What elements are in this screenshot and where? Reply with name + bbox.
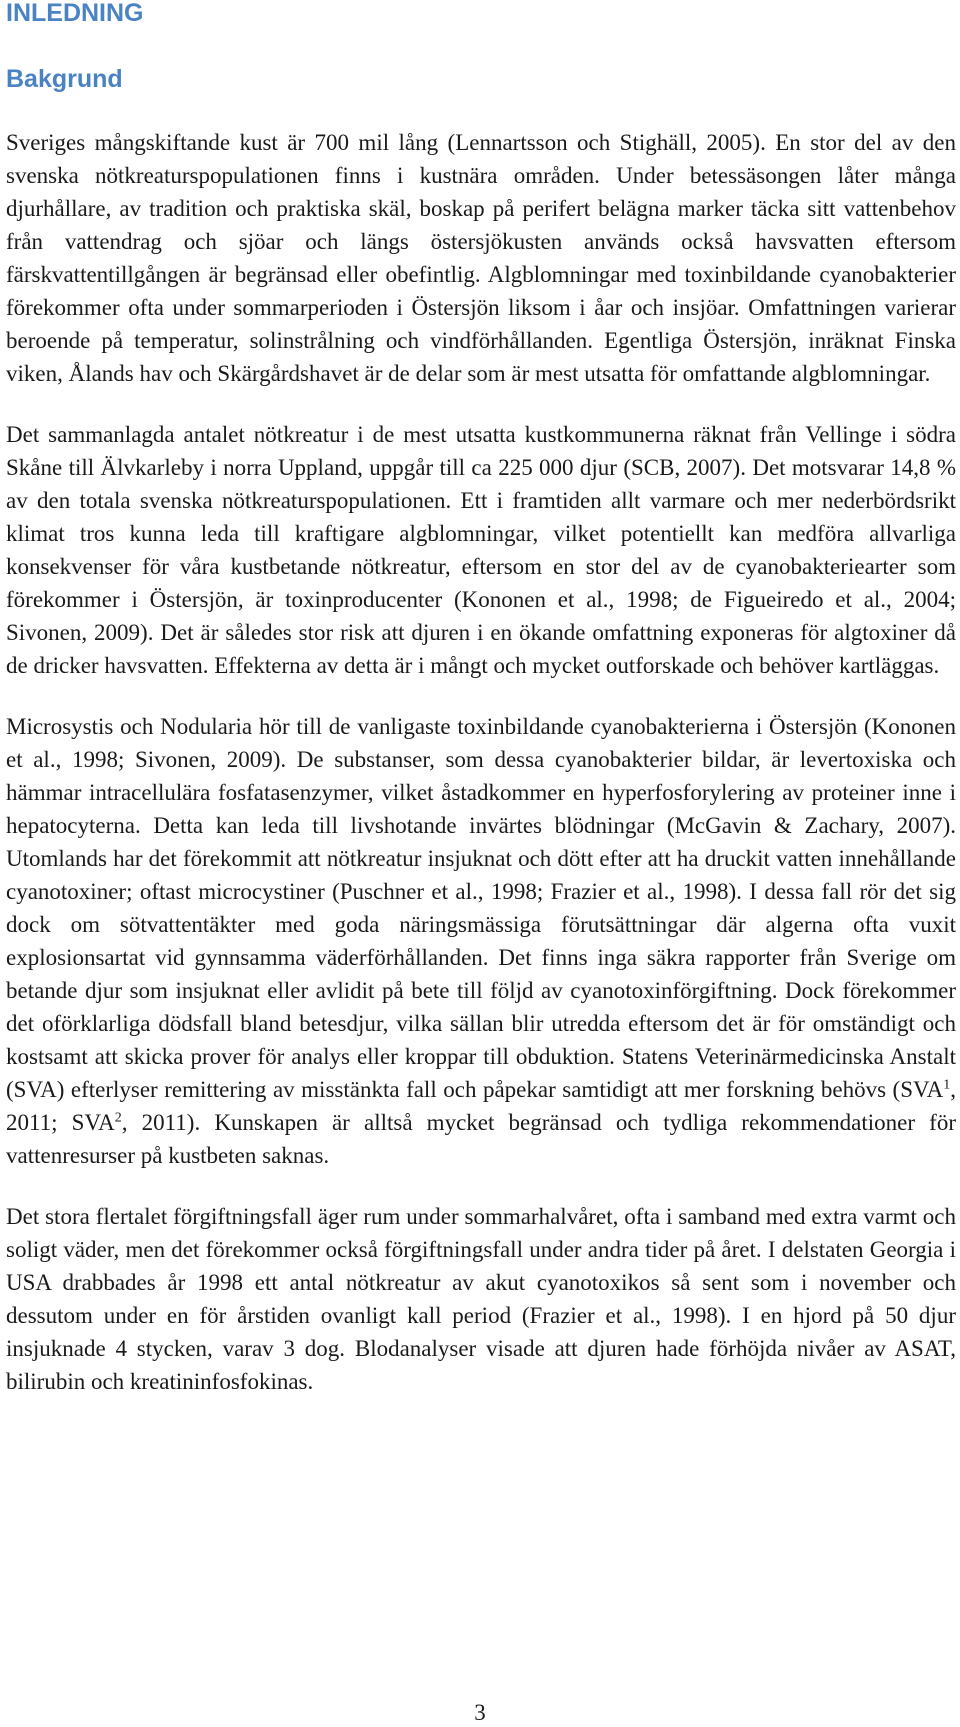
footnote-marker-2: 2 [114,1110,122,1126]
paragraph-1: Sveriges mångskiftande kust är 700 mil lång (Lennartsson och Stighäll, 2005). En stor del av den svenska nötkreaturspopulationen finns i kustnära områden. Under betessäsongen låter många djurhållare, av tradition och praktiska skäl, boskap på perifert belägna marker täcka sitt vattenbehov från vattendrag och sjöar och längs östersjökusten används också havsvatten eftersom färskvattentillgången är begränsad eller obefintlig. Algblomningar med toxinbildande cyanobakterier förekommer ofta under sommarperioden i Östersjön liksom i åar och insjöar. Omfattningen varierar beroende på temperatur, solinstrålning och vindförhållanden. Egentliga Östersjön, inräknat Finska viken, Ålands hav och Skärgårdshavet är de delar som är mest utsatta för omfattande algblomningar. [6,130,956,386]
section-heading: INLEDNING [6,0,144,27]
page-number: 3 [474,1700,486,1725]
paragraph-3 [6,710,956,1172]
paragraph-3-text-b: , 2011; SVA [6,1077,956,1135]
subsection-heading: Bakgrund [6,65,123,93]
paragraph-3-text-c: , 2011). Kunskapen är alltså mycket begränsad och tydliga rekommendationer för vattenresurser på kustbeten saknas. [6,1110,956,1168]
paragraph-3-text-a: Microsystis och Nodularia hör till de vanligaste toxinbildande cyanobakterierna i Östersjön (Kononen et al., 1998; Sivonen, 2009). De substanser, som dessa cyanobakterier bildar, är levertoxiska och hämmar intracellulära fosfatasenzymer, vilket åstadkommer en hyperfosforylering av proteiner inne i hepatocyterna. Detta kan leda till livshotande invärtes blödningar (McGavin & Zachary, 2007). Utomlands har det förekommit att nötkreatur insjuknat och dött efter att ha druckit vatten innehållande cyanotoxiner; oftast microcystiner (Puschner et al., 1998; Frazier et al., 1998). I dessa fall rör det sig dock om sötvattentäkter med goda näringsmässiga förutsättningar där algerna ofta vuxit explosionsartat vid gynnsamma väderförhållanden. Det finns inga säkra rapporter från Sverige om betande djur som insjuknat eller avlidit på bete till följd av cyanotoxinförgiftning. Dock förekommer det oförklarliga dödsfall bland betesdjur, vilka sällan blir utredda eftersom det är för omständigt och kostsamt att skicka prover för analys eller kroppar till obduktion. Statens Veterinärmedicinska Anstalt (SVA) efterlyser remittering av misstänkta fall och påpekar samtidigt att mer forskning behövs (SVA [6,714,956,1102]
paragraph-2: Det sammanlagda antalet nötkreatur i de mest utsatta kustkommunerna räknat från Vellinge i södra Skåne till Älvkarleby i norra Uppland, uppgår till ca 225 000 djur (SCB, 2007). Det motsvarar 14,8 % av den totala svenska nötkreaturspopulationen. Ett i framtiden allt varmare och mer nederbördsrikt klimat tros kunna leda till kraftigare algblomningar, vilket potentiellt kan medföra allvarliga konsekvenser för våra kustbetande nötkreatur, eftersom en stor del av de cyanobakteriearter som förekommer i Östersjön, är toxinproducenter (Kononen et al., 1998; de Figueiredo et al., 2004; Sivonen, 2009). Det är således stor risk att djuren i en ökande omfattning exponeras för algtoxiner då de dricker havsvatten. Effekterna av detta är i mångt och mycket outforskade och behöver kartläggas. [6,422,956,678]
paragraph-4: Det stora flertalet förgiftningsfall äger rum under sommarhalvåret, ofta i samband med extra varmt och soligt väder, men det förekommer också förgiftningsfall under andra tider på året. I delstaten Georgia i USA drabbades år 1998 ett antal nötkreatur av akut cyanotoxikos så sent som i november och dessutom under en för årstiden ovanligt kall period (Frazier et al., 1998). I en hjord på 50 djur insjuknade 4 stycken, varav 3 dog. Blodanalyser visade att djuren hade förhöjda nivåer av ASAT, bilirubin och kreatininfosfokinas. [6,1204,956,1394]
footnote-marker-1: 1 [943,1077,951,1093]
